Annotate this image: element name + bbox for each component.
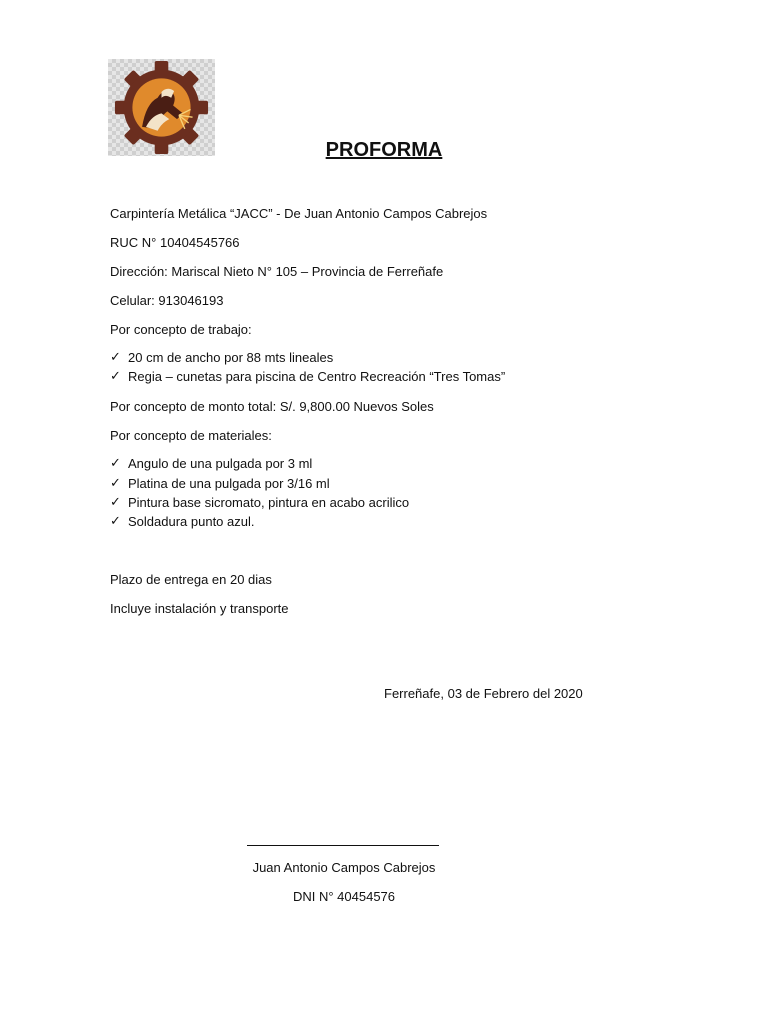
- check-icon: ✓: [110, 475, 121, 490]
- delivery-term-line: Plazo de entrega en 20 dias: [110, 572, 272, 587]
- address-line: Dirección: Mariscal Nieto N° 105 – Provincia de Ferreñafe: [110, 264, 444, 279]
- place-date: Ferreñafe, 03 de Febrero del 2020: [384, 686, 583, 701]
- signer-dni: DNI N° 40454576: [292, 889, 396, 904]
- work-item: Regia – cunetas para piscina de Centro Recreación “Tres Tomas”: [128, 369, 506, 384]
- check-icon: ✓: [110, 494, 121, 509]
- check-icon: ✓: [110, 349, 121, 364]
- signer-name: Juan Antonio Campos Cabrejos: [252, 860, 436, 875]
- check-icon: ✓: [110, 513, 121, 528]
- material-item: Soldadura punto azul.: [128, 514, 255, 529]
- material-item: Pintura base sicromato, pintura en acabo acrilico: [128, 495, 410, 510]
- work-item: 20 cm de ancho por 88 mts lineales: [128, 350, 334, 365]
- includes-line: Incluye instalación y transporte: [110, 601, 289, 616]
- company-name-line: Carpintería Metálica “JACC” - De Juan Antonio Campos Cabrejos: [110, 206, 488, 221]
- signature-line: [247, 845, 439, 846]
- check-icon: ✓: [110, 368, 121, 383]
- material-item: Platina de una pulgada por 3/16 ml: [128, 476, 330, 491]
- document-title: PROFORMA: [325, 139, 443, 161]
- ruc-line: RUC N° 10404545766: [110, 235, 240, 250]
- phone-line: Celular: 913046193: [110, 293, 224, 308]
- total-amount-line: Por concepto de monto total: S/. 9,800.00 Nuevos Soles: [110, 399, 434, 414]
- materials-label: Por concepto de materiales:: [110, 428, 272, 443]
- check-icon: ✓: [110, 455, 121, 470]
- work-concept-label: Por concepto de trabajo:: [110, 322, 252, 337]
- material-item: Angulo de una pulgada por 3 ml: [128, 456, 313, 471]
